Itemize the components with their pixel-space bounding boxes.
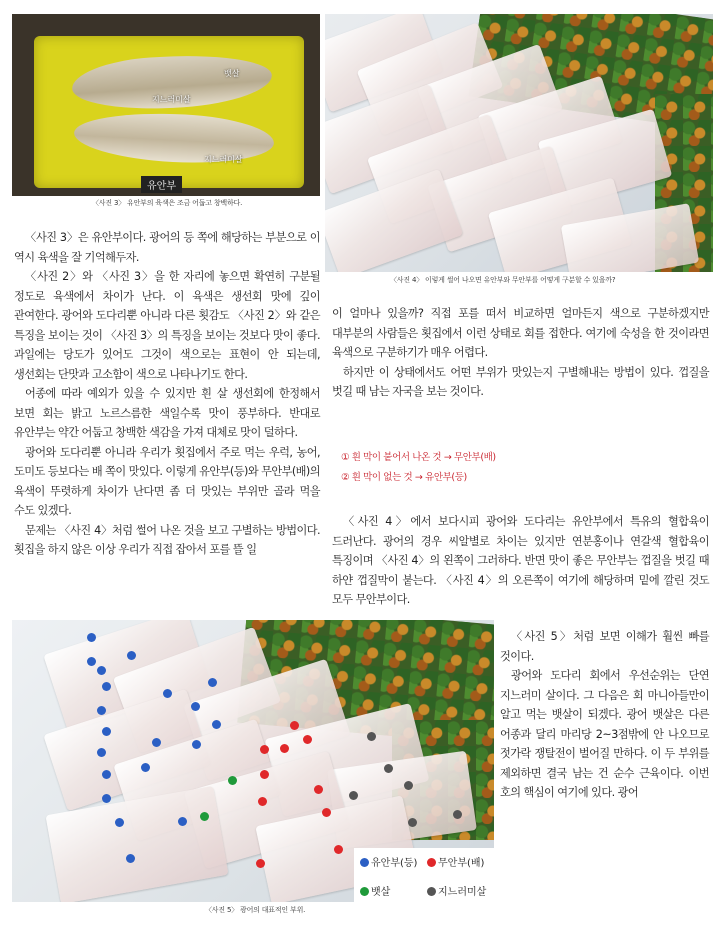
- paragraph: 하지만 이 상태에서도 어떤 부위가 맛있는지 구별해내는 방법이 있다. 껍질을 벗길 때 남는 자국을 보는 것이다.: [332, 365, 709, 398]
- marker-dorsal: [178, 817, 187, 826]
- marker-dorsal: [127, 651, 136, 660]
- marker-ventral: [260, 745, 269, 754]
- marker-dorsal: [87, 657, 96, 666]
- legend-item-belly: 뱃살: [360, 883, 390, 898]
- marker-dorsal: [152, 738, 161, 747]
- marker-fin: [349, 791, 358, 800]
- photo-4-sashimi: [325, 14, 713, 272]
- marker-dorsal: [212, 720, 221, 729]
- marker-fin: [453, 810, 462, 819]
- photo-3-fillets: [12, 14, 320, 196]
- text-column-left: [14, 228, 320, 560]
- legend-item-ventral: 무안부(배): [427, 854, 484, 869]
- legend-dot-blue: [360, 858, 369, 867]
- marker-dorsal: [192, 740, 201, 749]
- photo-3-caption: 〈사진 3〉 유안부의 육색은 조금 어둡고 창백하다.: [92, 199, 243, 207]
- marker-ventral: [280, 744, 289, 753]
- note-2: ② 흰 막이 없는 것 → 유안부(등): [341, 472, 467, 483]
- label-fin-2: 지느러미살: [204, 155, 243, 164]
- marker-ventral: [290, 721, 299, 730]
- marker-dorsal: [141, 763, 150, 772]
- marker-fin: [404, 781, 413, 790]
- marker-dorsal: [102, 727, 111, 736]
- marker-dorsal: [102, 682, 111, 691]
- paragraph: 이 얼마나 있을까? 직접 포를 떠서 비교하면 얼마든지 색으로 구분하겠지만 대부분의 사람들은 횟집에서 이런 상태로 회를 접한다. 여기에 숙성을 한 것이라면 육색으로 구분하기가 매우 어렵다.: [332, 307, 709, 359]
- paragraph: 〈사진 3〉은 유안부이다. 광어의 등 쪽에 해당하는 부분으로 이 역시 육색을 잘 기억해두자.: [14, 231, 320, 264]
- paragraph: 〈사진 4〉에서 보다시피 광어와 도다리는 유안부에서 특유의 혈합육이 드러난다. 광어의 경우 씨알별로 차이는 있지만 연분홍이나 연갈색 혈합육이 특징이며 〈사진 4〉의 왼쪽이 그러하다. 반면 맛이 좋은 무안부는 껍질을 벗길 때 하얀 껍질막이 붙는다. 〈사진 4〉의 오른쪽이 여기에 해당하며 밑에 깔린 것도 모두 무안부이다.: [332, 515, 709, 606]
- marker-dorsal: [102, 770, 111, 779]
- marker-dorsal: [97, 748, 106, 757]
- marker-fin: [384, 764, 393, 773]
- marker-fin: [367, 732, 376, 741]
- marker-dorsal: [97, 666, 106, 675]
- marker-dorsal: [191, 702, 200, 711]
- text-column-right-top: [332, 304, 709, 402]
- marker-ventral: [260, 770, 269, 779]
- marker-ventral: [322, 808, 331, 817]
- paragraph: 광어와 도다리 회에서 우선순위는 단연 지느러미 살이다. 그 다음은 회 마니아들만이 알고 먹는 뱃살이 되겠다. 광어 뱃살은 다른 어종과 달리 마리당 2~3점밖에 안 나오므로 젓가락 쟁탈전이 벌어질 만하다. 이 두 부위를 제외하면 결국 남는 건 순수 근육이다. 이번 호의 핵심이 여기에 있다. 광어: [500, 669, 709, 799]
- legend-dot-grey: [427, 887, 436, 896]
- paragraph: 〈사진 2〉와 〈사진 3〉을 한 자리에 놓으면 확연히 구분될 정도로 육색에서 차이가 난다. 이 육색은 생선회 맛에 깊이 관여한다. 광어와 도다리뿐 아니라 다른 횟감도 〈사진 2〉와 같은 특징을 보이는 것이 〈사진 3〉의 특징을 보이는 것보다 맛이 좋다. 과일에는 당도가 있어도 그것이 색으로는 표현이 안 되는데, 생선회는 단맛과 고소함이 색으로 나타나기도 한다.: [14, 270, 320, 381]
- legend-dot-red: [427, 858, 436, 867]
- note-1: ① 흰 막이 붙어서 나온 것 → 무안부(배): [341, 452, 496, 463]
- legend-item-fin: 지느러미살: [427, 883, 486, 898]
- marker-ventral: [334, 845, 343, 854]
- marker-ventral: [303, 735, 312, 744]
- paragraph: 어종에 따라 예외가 있을 수 있지만 흰 살 생선회에 한정해서 보면 회는 밝고 노르스름한 색일수록 맛이 풍부하다. 반대로 유안부는 약간 어둡고 창백한 색감을 가져 대체로 맛이 덜하다.: [14, 387, 320, 439]
- text-column-right-bottom: [500, 627, 709, 803]
- text-column-right-mid: [332, 512, 709, 610]
- label-fin-1: 지느러미살: [152, 95, 191, 104]
- marker-ventral: [256, 859, 265, 868]
- marker-ventral: [314, 785, 323, 794]
- legend-dot-green: [360, 887, 369, 896]
- marker-dorsal: [208, 678, 217, 687]
- paragraph: 문제는 〈사진 4〉처럼 썰어 나온 것을 보고 구별하는 방법이다. 횟집을 하지 않은 이상 우리가 직접 잡아서 포를 뜰 일: [14, 523, 320, 556]
- legend-item-dorsal: 유안부(등): [360, 854, 417, 869]
- marker-ventral: [258, 797, 267, 806]
- marker-belly: [228, 776, 237, 785]
- marker-dorsal: [163, 689, 172, 698]
- marker-fin: [408, 818, 417, 827]
- label-belly: 뱃살: [224, 69, 240, 78]
- marker-dorsal: [115, 818, 124, 827]
- marker-belly: [200, 812, 209, 821]
- photo-4-caption: 〈사진 4〉 이렇게 썰어 나오면 유안부와 무안부를 어떻게 구분할 수 있을까?: [390, 276, 616, 284]
- marker-dorsal: [87, 633, 96, 642]
- marker-dorsal: [102, 794, 111, 803]
- marker-dorsal: [97, 706, 106, 715]
- photo-5-legend: [354, 848, 496, 902]
- paragraph: 광어와 도다리뿐 아니라 우리가 횟집에서 주로 먹는 우럭, 농어, 도미도 등보다는 배 쪽이 맛있다. 이렇게 유안부(등)와 무안부(배)의 육색이 뚜렷하게 차이가 난다면 좀 더 맛있는 부위만 골라 먹을 수도 있겠다.: [14, 445, 320, 517]
- photo-3-tag: 유안부: [141, 176, 182, 193]
- photo-5-caption: 〈사진 5〉 광어의 대표적인 부위.: [205, 906, 306, 914]
- paragraph: 〈사진 5〉처럼 보면 이해가 훨씬 빠를 것이다.: [500, 630, 709, 663]
- marker-dorsal: [126, 854, 135, 863]
